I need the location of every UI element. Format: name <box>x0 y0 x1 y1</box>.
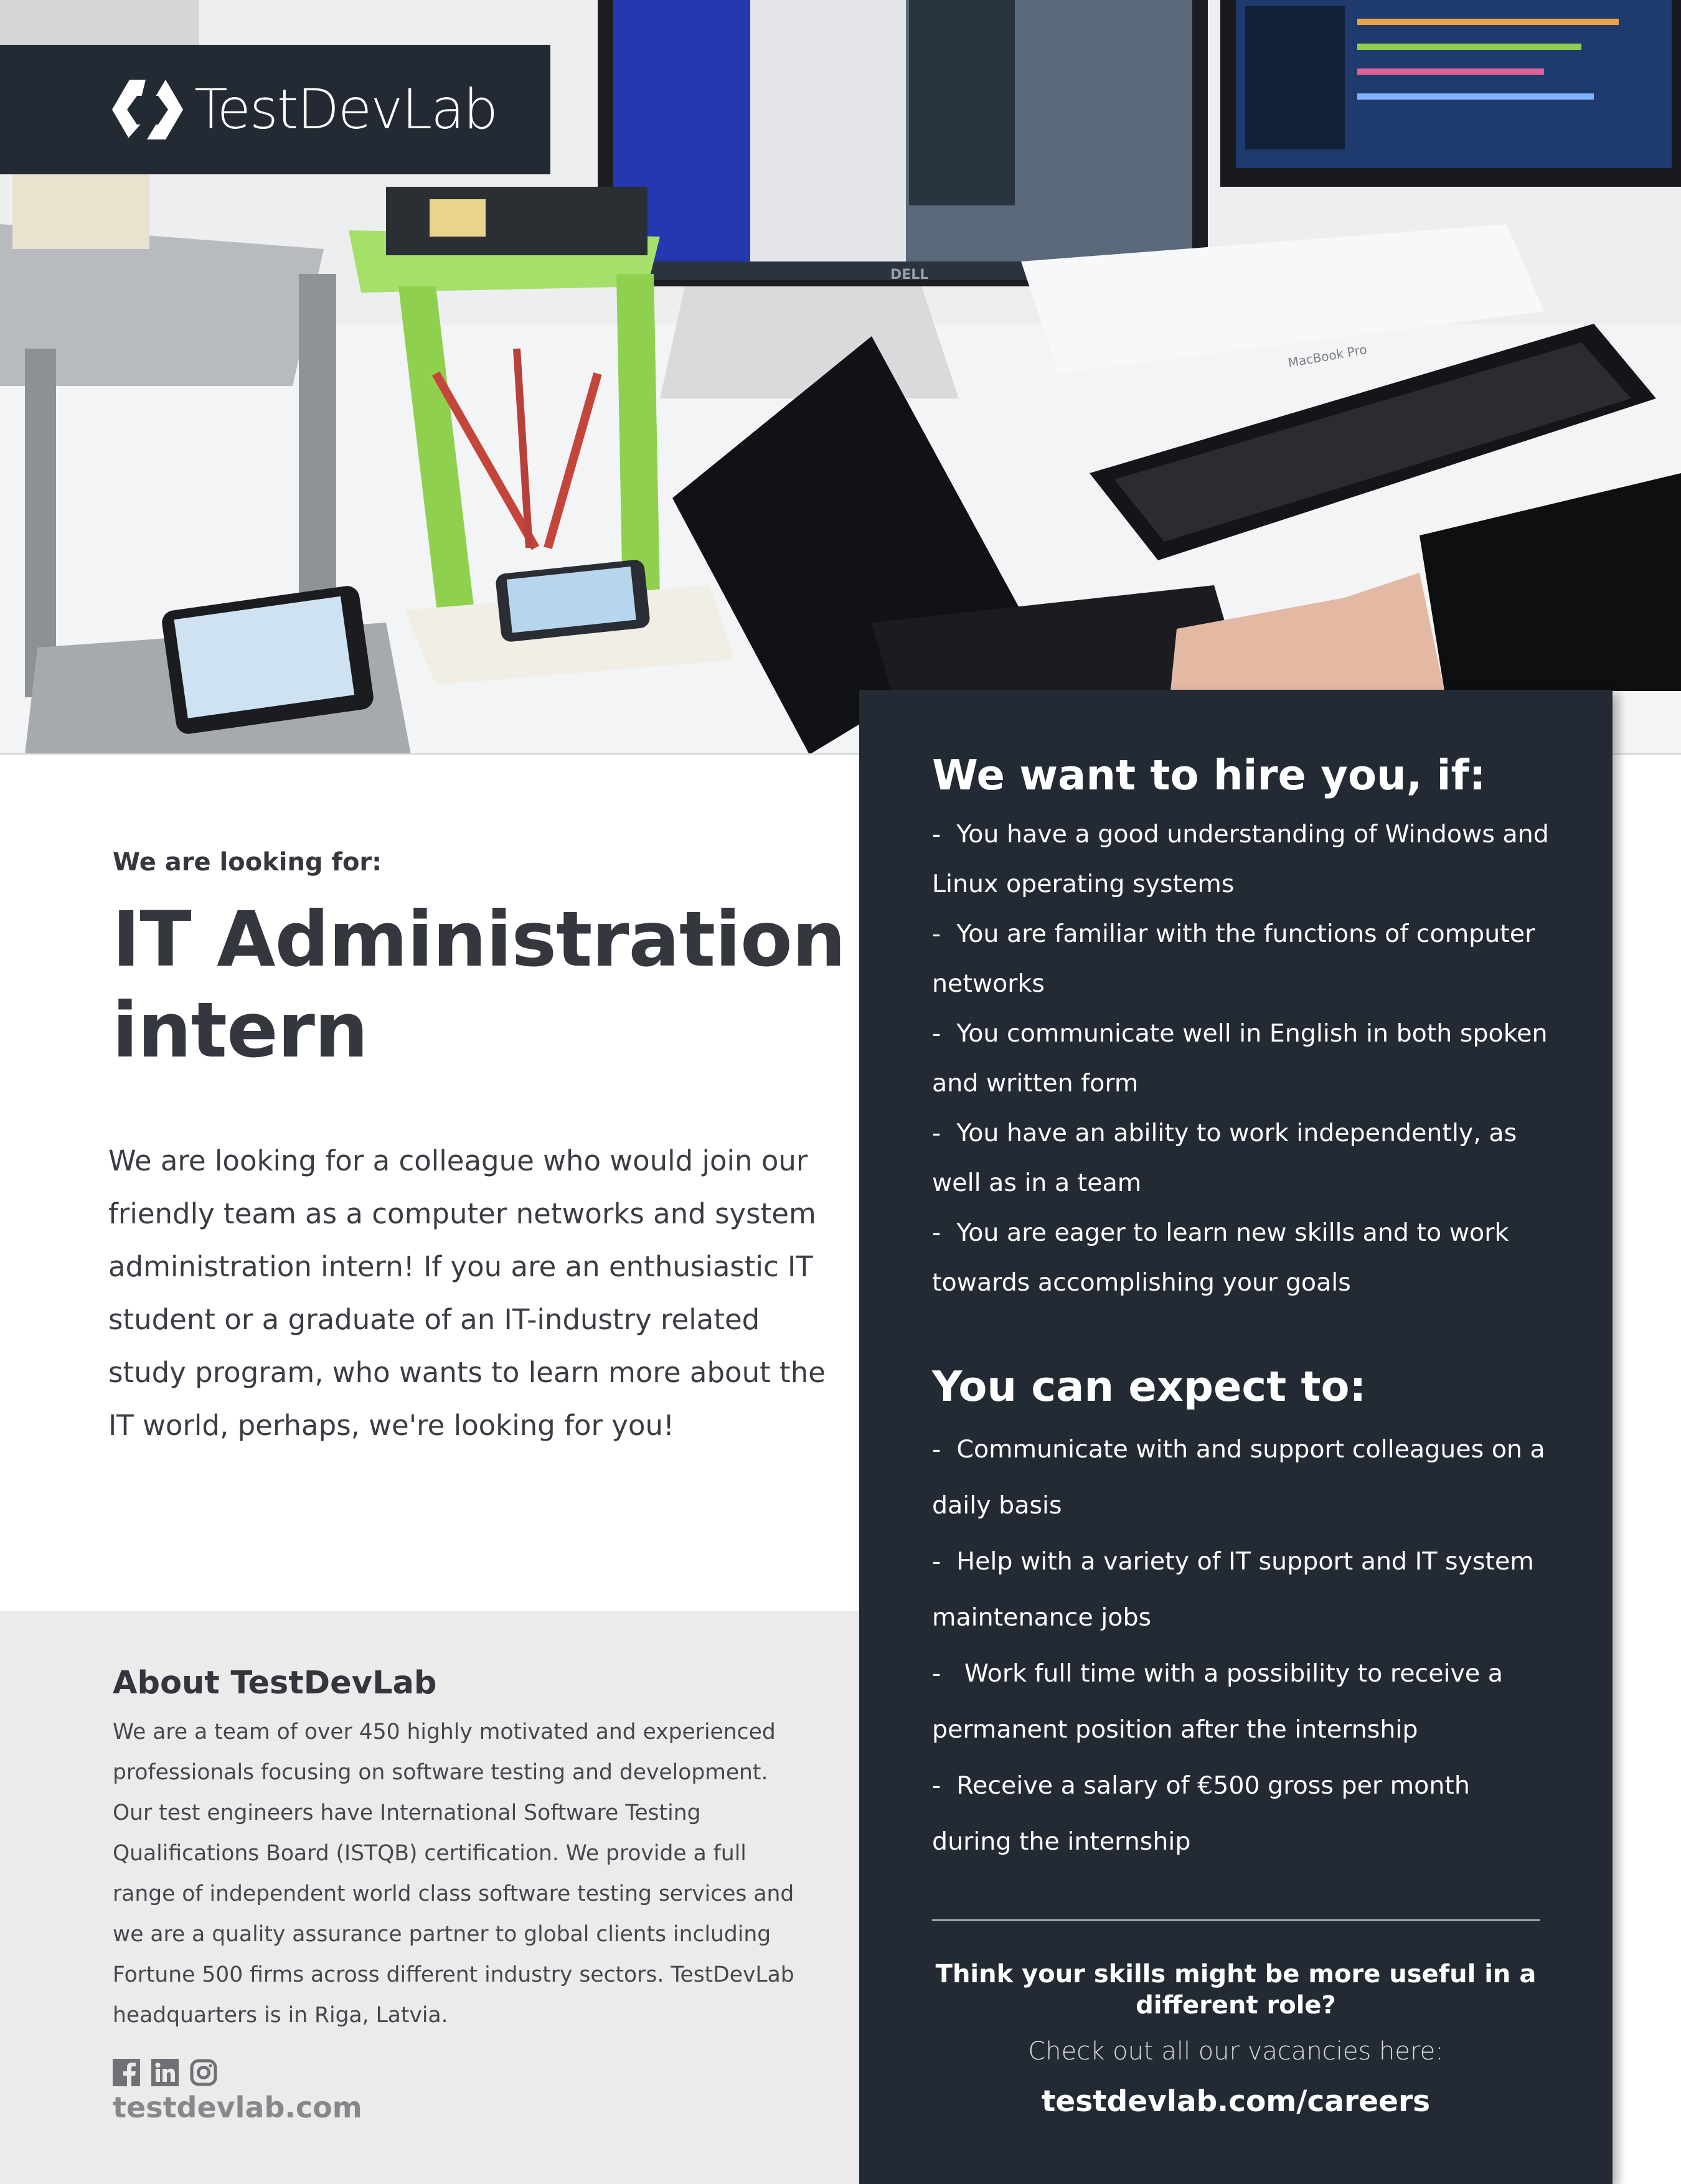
instagram-icon[interactable] <box>190 2059 217 2086</box>
panel-divider <box>932 1919 1540 1921</box>
list-item: - You have an ability to work independently, as well as in a team <box>932 1119 1525 1197</box>
macbook-label: MacBook Pro <box>1286 341 1368 370</box>
requirements-heading: We want to hire you, if: <box>932 751 1486 799</box>
cta-question: Think your skills might be more useful in a different role? <box>935 1960 1537 2020</box>
job-title: IT Administration intern <box>112 895 845 1075</box>
intro-paragraph: We are looking for a colleague who would join our friendly team as a computer networks and system administration intern! If you are an enthusiastic IT student or a graduate of an IT-industry related study program, who wants to learn more about the IT world, perhaps, we're looking for you! <box>108 1144 826 1442</box>
list-item: - Help with a variety of IT support and IT system maintenance jobs <box>932 1547 1542 1632</box>
testdevlab-logo-icon <box>112 77 183 142</box>
expectations-list <box>932 1421 1555 1870</box>
website-link[interactable]: testdevlab.com <box>113 2091 362 2124</box>
list-item: - Work full time with a possibility to receive a permanent position after the internship <box>932 1659 1511 1744</box>
list-item: - You are familiar with the functions of computer networks <box>932 920 1543 998</box>
intro-label: We are looking for: <box>113 848 382 877</box>
cta-subtext: Check out all our vacancies here: <box>1028 2037 1444 2066</box>
expectations-heading: You can expect to: <box>932 1362 1367 1411</box>
monitor-brand-label: DELL <box>890 267 929 283</box>
about-body: We are a team of over 450 highly motivated and experienced professionals focusing on software testing and development. Our test engineers have International Software Testing Qualifications Board (ISTQB) certification. We provide a full range of independent world class software testing services and we are a quality assurance partner to global clients including Fortune 500 firms across different industry sectors. TestDevLab headquarters is in Riga, Latvia. <box>113 1720 794 2028</box>
list-item: - You communicate well in English in both spoken and written form <box>932 1019 1556 1098</box>
careers-link[interactable]: testdevlab.com/careers <box>1041 2084 1431 2119</box>
list-item: - Communicate with and support colleagues on a daily basis <box>932 1435 1553 1520</box>
logo-bar <box>0 45 550 174</box>
linkedin-icon[interactable] <box>151 2059 179 2086</box>
social-icons <box>113 2059 217 2086</box>
facebook-icon[interactable] <box>113 2059 140 2086</box>
list-item: - You are eager to learn new skills and to work towards accomplishing your goals <box>932 1218 1517 1297</box>
list-item: - You have a good understanding of Windows and Linux operating systems <box>932 820 1557 898</box>
list-item: - Receive a salary of €500 gross per month during the internship <box>932 1771 1478 1856</box>
logo-wordmark: TestDevLab <box>194 77 497 141</box>
requirements-list <box>932 809 1555 1307</box>
about-title: About TestDevLab <box>113 1665 437 1702</box>
